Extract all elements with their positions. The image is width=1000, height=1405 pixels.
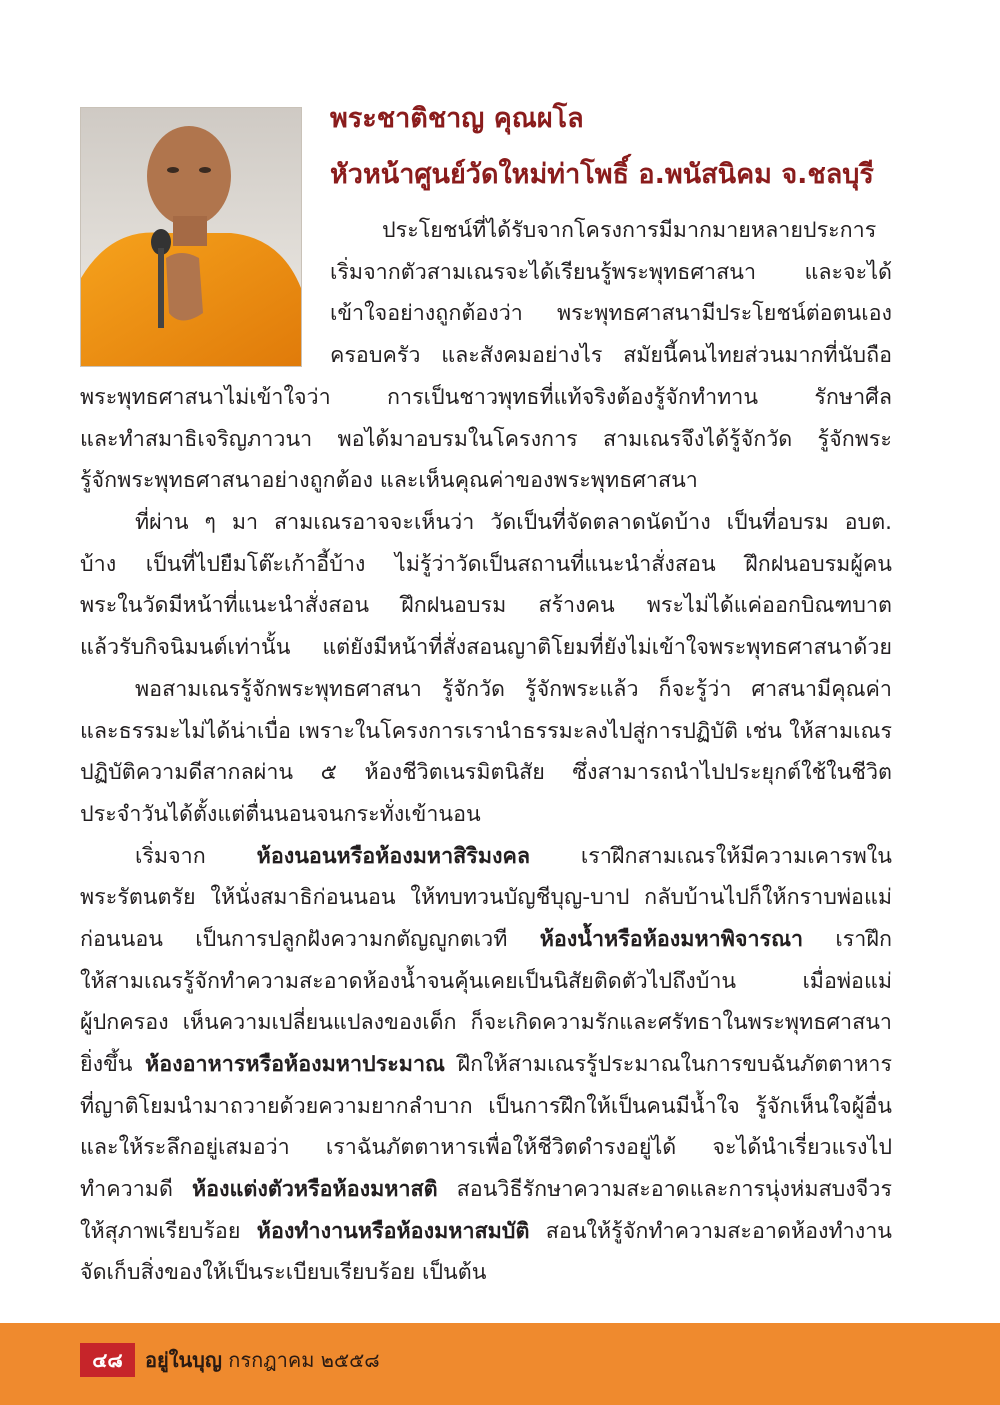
text-run: เราฝึก — [803, 926, 892, 952]
footer-bar — [0, 1323, 1000, 1405]
text-line: เริ่มจากตัวสามเณรจะได้เรียนรู้พระพุทธศาสนา และจะได้ — [330, 259, 892, 285]
text-line: ผู้ปกครอง เห็นความเปลี่ยนแปลงของเด็ก ก็จะเกิดความรักและศรัทธาในพระพุทธศาสนา — [80, 1010, 892, 1036]
magazine-info — [145, 1343, 380, 1377]
text-line: ที่ผ่าน ๆ มา สามเณรอาจจะเห็นว่า วัดเป็นที่จัดตลาดนัดบ้าง เป็นที่อบรม อบต. — [135, 510, 892, 536]
text-line: แล้วรับกิจนิมนต์เท่านั้น แต่ยังมีหน้าที่สั่งสอนญาติโยมที่ยังไม่เข้าใจพระพุทธศาสนาด้วย — [80, 635, 892, 661]
magazine-name: อยู่ในบุญ — [145, 1348, 222, 1372]
text-run: เริ่มจาก — [135, 843, 257, 869]
text-run: สอนวิธีรักษาความสะอาดและการนุ่งห่มสบงจีวร — [437, 1177, 892, 1203]
text-line: พระพุทธศาสนาไม่เข้าใจว่า การเป็นชาวพุทธที่แท้จริงต้องรู้จักทำทาน รักษาศีล — [80, 385, 892, 410]
magazine-issue: กรกฎาคม ๒๕๕๘ — [228, 1348, 380, 1372]
text-line: ประจำวันได้ตั้งแต่ตื่นนอนจนกระทั่งเข้านอน — [80, 801, 481, 827]
text-line: จัดเก็บสิ่งของให้เป็นระเบียบเรียบร้อย เป็นต้น — [80, 1260, 487, 1286]
intro-paragraph — [330, 210, 892, 377]
text-line: บ้าง เป็นที่ไปยืมโต๊ะเก้าอี้บ้าง ไม่รู้ว่าวัดเป็นสถานที่แนะนำสั่งสอน ฝึกฝนอบรมผู้คน — [80, 551, 892, 577]
text-run: ให้สุภาพเรียบร้อย — [80, 1218, 257, 1244]
text-line: พระในวัดมีหน้าที่แนะนำสั่งสอน ฝึกฝนอบรม สร้างคน พระไม่ได้แค่ออกบิณฑบาต — [80, 593, 892, 619]
text-run: ทำความดี — [80, 1177, 192, 1203]
text-line: เข้าใจอย่างถูกต้องว่า พระพุทธศาสนามีประโยชน์ต่อตนเอง — [330, 301, 892, 327]
monk-photo — [80, 107, 302, 367]
text-line: ให้สามเณรรู้จักทำความสะอาดห้องน้ำจนคุ้นเคยเป็นนิสัยติดตัวไปถึงบ้าน เมื่อพ่อแม่ — [80, 968, 892, 994]
text-line — [80, 836, 892, 878]
text-line: พอสามเณรรู้จักพระพุทธศาสนา รู้จักวัด รู้จักพระแล้ว ก็จะรู้ว่า ศาสนามีคุณค่า — [135, 676, 892, 702]
text-line: พระรัตนตรัย ให้นั่งสมาธิก่อนนอน ให้ทบทวนบัญชีบุญ-บาป กลับบ้านไปก็ให้กราบพ่อแม่ — [80, 885, 892, 911]
text-line — [80, 1169, 892, 1211]
text-line: ประโยชน์ที่ได้รับจากโครงการมีมากมายหลายประการ — [382, 218, 877, 243]
text-run: ก่อนนอน เป็นการปลูกฝังความกตัญญูกตเวที — [80, 926, 540, 952]
page-number-badge: ๔๘ — [80, 1343, 135, 1377]
person-name: พระชาติชาญ คุณผโล — [330, 103, 584, 134]
bold-room-name: ห้องทำงานหรือห้องมหาสมบัติ — [256, 1218, 530, 1244]
bold-room-name: ห้องแต่งตัวหรือห้องมหาสติ — [191, 1177, 438, 1203]
text-line — [80, 1211, 892, 1253]
text-line — [80, 919, 892, 961]
text-run: ฝึกให้สามเณรรู้ประมาณในการขบฉันภัตตาหาร — [444, 1052, 892, 1077]
bold-room-name: ห้องอาหารหรือห้องมหาประมาณ — [145, 1052, 445, 1077]
bold-room-name: ห้องน้ำหรือห้องมหาพิจารณา — [539, 926, 804, 952]
text-line — [80, 1044, 892, 1086]
text-line: และให้ระลึกอยู่เสมอว่า เราฉันภัตตาหารเพื่อให้ชีวิตดำรงอยู่ได้ จะได้นำเรี่ยวแรงไป — [80, 1135, 892, 1161]
bold-room-name: ห้องนอนหรือห้องมหาสิริมงคล — [256, 843, 531, 869]
body-text — [80, 377, 892, 1294]
text-line: ครอบครัว และสังคมอย่างไร สมัยนี้คนไทยส่วนมากที่นับถือ — [330, 343, 892, 369]
text-line: ที่ญาติโยมนำมาถวายด้วยความยากลำบาก เป็นการฝึกให้เป็นคนมีน้ำใจ รู้จักเห็นใจผู้อื่น — [80, 1093, 892, 1119]
text-run: สอนให้รู้จักทำความสะอาดห้องทำงาน — [529, 1218, 893, 1244]
text-line: และธรรมะไม่ได้น่าเบื่อ เพราะในโครงการเรานำธรรมะลงไปสู่การปฏิบัติ เช่น ให้สามเณร — [80, 718, 892, 744]
text-run: ยิ่งขึ้น — [80, 1052, 146, 1077]
text-run: เราฝึกสามเณรให้มีความเคารพใน — [530, 843, 892, 869]
person-position: หัวหน้าศูนย์วัดใหม่ท่าโพธิ์ อ.พนัสนิคม จ.ชลบุรี — [330, 159, 874, 190]
text-line: ปฏิบัติความดีสากลผ่าน ๕ ห้องชีวิตเนรมิตนิสัย ซึ่งสามารถนำไปประยุกต์ใช้ในชีวิต — [80, 760, 892, 786]
text-line: รู้จักพระพุทธศาสนาอย่างถูกต้อง และเห็นคุณค่าของพระพุทธศาสนา — [80, 468, 698, 494]
text-line: และทำสมาธิเจริญภาวนา พอได้มาอบรมในโครงการ สามเณรจึงได้รู้จักวัด รู้จักพระ — [80, 426, 892, 452]
